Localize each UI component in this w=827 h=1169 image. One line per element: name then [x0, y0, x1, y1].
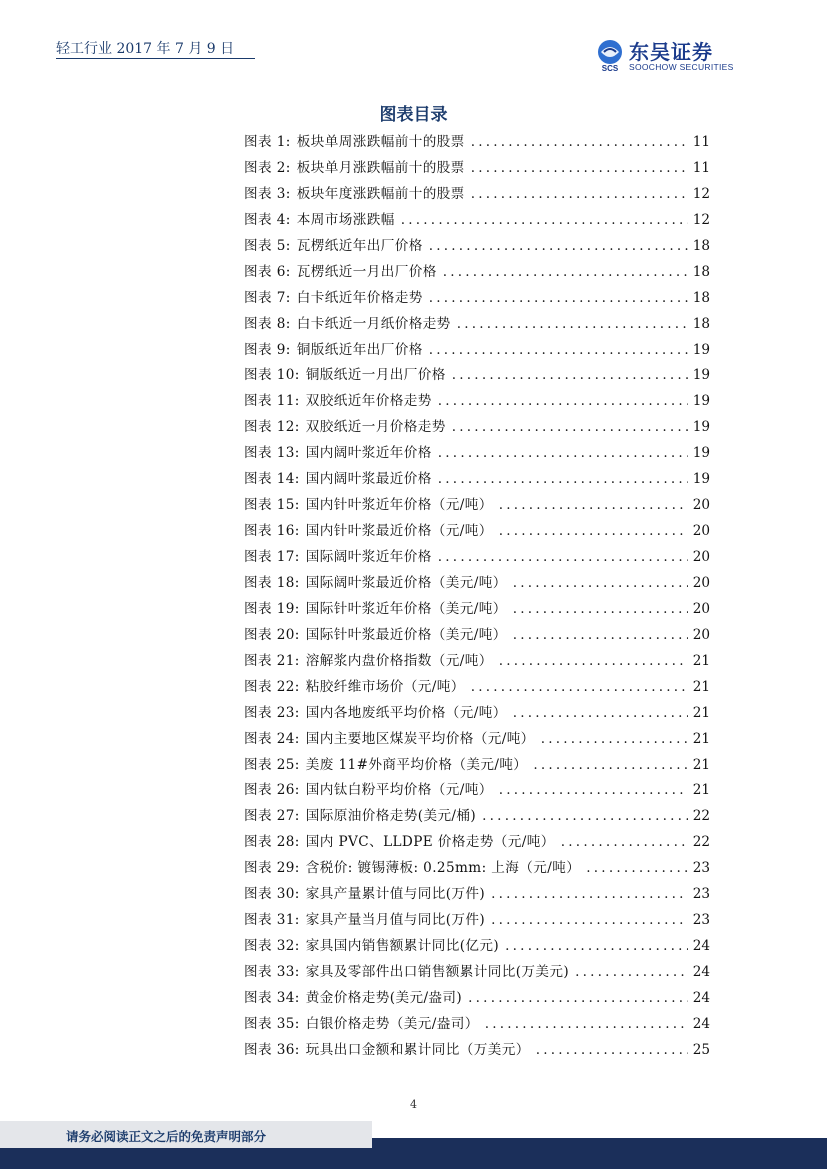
toc-entry-title: 瓦楞纸近一月出厂价格	[296, 263, 437, 280]
toc-entry-number: 图表 5:	[244, 237, 291, 254]
toc-entry-label	[244, 623, 507, 649]
toc-entry-page: 20	[692, 523, 710, 540]
toc-entry-page: 18	[692, 315, 710, 332]
toc-entry-page: 12	[692, 211, 710, 228]
toc-entry-leader-dots	[471, 675, 688, 701]
toc-entry-number: 图表 8:	[244, 315, 291, 332]
header-underline	[56, 58, 255, 59]
toc-entry[interactable]	[244, 649, 710, 675]
toc-entry[interactable]	[244, 415, 710, 441]
footer-dark-band	[0, 1148, 827, 1169]
toc-entry-title: 国内针叶浆最近价格（元/吨）	[305, 523, 493, 540]
toc-entry-title: 铜版纸近年出厂价格	[296, 341, 423, 358]
toc-entry-leader-dots	[491, 882, 688, 908]
brand-logo	[593, 36, 773, 76]
toc-entry-page: 12	[692, 185, 710, 202]
toc-entry[interactable]	[244, 338, 710, 364]
toc-entry-page: 20	[692, 497, 710, 514]
toc-entry-label	[244, 597, 507, 623]
toc-entry-page: 19	[692, 419, 710, 436]
toc-entry-number: 图表 13:	[244, 445, 300, 462]
toc-entry-title: 家具产量累计值与同比(万件)	[305, 886, 486, 903]
toc-entry-title: 黄金价格走势(美元/盎司)	[305, 989, 463, 1006]
toc-entry[interactable]	[244, 597, 710, 623]
toc-entry-label	[244, 182, 465, 208]
toc-title: 图表目录	[379, 105, 448, 125]
toc-entry[interactable]	[244, 234, 710, 260]
toc-entry-number: 图表 29:	[244, 860, 300, 877]
toc-entry-label	[244, 363, 446, 389]
toc-entry-leader-dots	[457, 312, 688, 338]
toc-entry-title: 家具国内销售额累计同比(亿元)	[305, 938, 500, 955]
toc-entry-title: 白银价格走势（美元/盎司）	[305, 1015, 479, 1032]
logo-mark-icon	[593, 38, 627, 72]
toc-entry[interactable]	[244, 908, 710, 934]
toc-entry-page: 19	[692, 393, 710, 410]
toc-entry-leader-dots	[438, 441, 688, 467]
toc-entry[interactable]	[244, 467, 710, 493]
toc-entry-number: 图表 28:	[244, 834, 300, 851]
toc-entry-number: 图表 36:	[244, 1041, 300, 1058]
toc-entry-label	[244, 234, 423, 260]
toc-entry-leader-dots	[452, 415, 688, 441]
toc-entry-leader-dots	[575, 960, 688, 986]
toc-entry-page: 23	[692, 860, 710, 877]
toc-entry-number: 图表 21:	[244, 652, 300, 669]
toc-entry-label	[244, 286, 423, 312]
toc-entry-title: 国际阔叶浆近年价格	[305, 549, 432, 565]
toc-entry-leader-dots	[401, 208, 688, 234]
toc-entry-number: 图表 32:	[244, 938, 300, 955]
toc-entry-leader-dots	[438, 467, 688, 493]
footer-dark-band-upper	[372, 1138, 827, 1148]
toc-entry-number: 图表 25:	[244, 756, 300, 773]
toc-entry-leader-dots	[471, 130, 688, 156]
toc-entry-leader-dots	[561, 830, 688, 856]
toc-entry-label	[244, 753, 527, 779]
toc-entry-page: 23	[692, 912, 710, 929]
toc-entry-title: 玩具出口金额和累计同比（万美元）	[305, 1041, 530, 1058]
toc-entry[interactable]	[244, 519, 710, 545]
toc-entry-page: 19	[692, 445, 710, 462]
toc-entry-label	[244, 130, 465, 156]
toc-entry[interactable]	[244, 545, 710, 571]
toc-entry-page: 21	[692, 730, 710, 747]
toc-entry-number: 图表 10:	[244, 367, 300, 384]
toc-entry-leader-dots	[536, 1038, 688, 1064]
toc-entry-number: 图表 20:	[244, 626, 300, 643]
toc-entry-number: 图表 9:	[244, 341, 291, 358]
toc-entry-number: 图表 7:	[244, 289, 291, 306]
toc-entry-page: 21	[692, 782, 710, 799]
toc-entry-leader-dots	[429, 234, 688, 260]
toc-entry-label	[244, 701, 507, 727]
toc-entry-page: 20	[692, 574, 710, 591]
toc-entry-leader-dots	[438, 389, 688, 415]
toc-entry-label	[244, 830, 555, 856]
toc-entry-title: 国内各地废纸平均价格（元/吨）	[305, 704, 507, 721]
toc-entry-page: 21	[692, 704, 710, 721]
toc-entry-number: 图表 19:	[244, 600, 300, 617]
toc-entry-title: 瓦楞纸近年出厂价格	[296, 237, 423, 254]
toc-entry-label	[244, 208, 395, 234]
toc-entry-number: 图表 14:	[244, 471, 300, 488]
logo-english-name: SOOCHOW SECURITIES	[629, 62, 734, 72]
toc-entry[interactable]	[244, 312, 710, 338]
toc-entry-label	[244, 571, 507, 597]
toc-entry[interactable]	[244, 1012, 710, 1038]
toc-entry-page: 24	[692, 964, 710, 980]
toc-entry-title: 国际原油价格走势(美元/桶)	[305, 808, 477, 825]
toc-entry-leader-dots	[499, 493, 688, 519]
toc-entry-label	[244, 1012, 479, 1038]
toc-entry-label	[244, 519, 493, 545]
toc-entry-page: 25	[692, 1041, 710, 1058]
toc-entry-number: 图表 27:	[244, 808, 300, 825]
toc-entry-title: 本周市场涨跌幅	[296, 211, 395, 228]
toc-list	[244, 130, 710, 1064]
toc-entry[interactable]	[244, 804, 710, 830]
toc-entry-title: 白卡纸近年价格走势	[296, 289, 423, 306]
toc-entry-title: 国际针叶浆最近价格（美元/吨）	[305, 626, 507, 643]
toc-entry-page: 22	[692, 808, 710, 825]
toc-entry-leader-dots	[438, 545, 688, 571]
toc-entry-leader-dots	[513, 571, 688, 597]
toc-entry-label	[244, 493, 493, 519]
footer-band	[0, 1121, 827, 1169]
toc-entry[interactable]	[244, 960, 710, 986]
toc-entry-number: 图表 11:	[244, 393, 300, 410]
toc-entry-label	[244, 934, 499, 960]
toc-entry-title: 溶解浆内盘价格指数（元/吨）	[305, 652, 493, 669]
toc-entry[interactable]	[244, 753, 710, 779]
toc-entry-label	[244, 467, 432, 493]
toc-entry-page: 11	[692, 134, 710, 150]
toc-entry-label	[244, 986, 462, 1012]
toc-entry-label	[244, 312, 451, 338]
toc-entry-label	[244, 882, 485, 908]
toc-entry-title: 国内阔叶浆最近价格	[305, 471, 432, 488]
toc-entry-leader-dots	[499, 778, 688, 804]
toc-entry-label	[244, 804, 476, 830]
toc-entry-title: 国内钛白粉平均价格（元/吨）	[305, 782, 493, 799]
toc-entry-title: 国际阔叶浆最近价格（美元/吨）	[305, 574, 507, 591]
toc-entry-page: 18	[692, 289, 710, 306]
toc-entry-page: 18	[692, 237, 710, 254]
toc-entry-number: 图表 4:	[244, 211, 291, 228]
toc-entry-number: 图表 30:	[244, 886, 300, 903]
toc-entry-label	[244, 675, 465, 701]
toc-entry-number: 图表 17:	[244, 549, 300, 565]
toc-entry[interactable]	[244, 882, 710, 908]
toc-entry-title: 国内 PVC、LLDPE 价格走势（元/吨）	[305, 834, 555, 851]
toc-entry-title: 含税价: 镀锡薄板: 0.25mm: 上海（元/吨）	[305, 860, 581, 877]
toc-entry-label	[244, 778, 493, 804]
toc-entry-leader-dots	[452, 363, 688, 389]
toc-entry-leader-dots	[485, 1012, 688, 1038]
toc-entry-label	[244, 960, 569, 986]
toc-entry[interactable]	[244, 493, 710, 519]
toc-entry[interactable]	[244, 727, 710, 753]
toc-entry-label	[244, 389, 432, 415]
toc-entry-page: 11	[692, 159, 710, 176]
toc-entry-page: 21	[692, 756, 710, 773]
toc-entry-label	[244, 1038, 530, 1064]
toc-entry-title: 双胶纸近年价格走势	[305, 393, 432, 410]
toc-entry[interactable]	[244, 830, 710, 856]
toc-entry-page: 21	[692, 652, 710, 669]
toc-entry-page: 19	[692, 341, 710, 358]
toc-entry-page: 24	[692, 938, 710, 955]
toc-entry-label	[244, 856, 580, 882]
toc-entry-title: 家具及零部件出口销售额累计同比(万美元)	[305, 964, 570, 980]
toc-entry-title: 家具产量当月值与同比(万件)	[305, 912, 486, 929]
toc-entry-page: 22	[692, 834, 710, 851]
toc-entry-number: 图表 31:	[244, 912, 300, 929]
toc-entry[interactable]	[244, 208, 710, 234]
toc-entry[interactable]	[244, 856, 710, 882]
toc-entry[interactable]	[244, 623, 710, 649]
toc-entry-leader-dots	[505, 934, 688, 960]
toc-entry-leader-dots	[586, 856, 688, 882]
toc-entry-label	[244, 545, 432, 571]
toc-entry-leader-dots	[482, 804, 688, 830]
toc-entry[interactable]	[244, 363, 710, 389]
toc-entry[interactable]	[244, 441, 710, 467]
toc-entry-label	[244, 649, 493, 675]
toc-entry-number: 图表 3:	[244, 185, 291, 202]
toc-entry-number: 图表 22:	[244, 678, 300, 695]
toc-entry-label	[244, 338, 423, 364]
toc-entry[interactable]	[244, 260, 710, 286]
toc-entry-page: 24	[692, 1015, 710, 1032]
toc-entry-number: 图表 2:	[244, 159, 291, 176]
toc-entry[interactable]	[244, 571, 710, 597]
toc-entry-page: 20	[692, 549, 710, 565]
toc-entry-title: 国内主要地区煤炭平均价格（元/吨）	[305, 730, 535, 747]
page-number: 4	[410, 1098, 417, 1111]
toc-entry-leader-dots	[499, 519, 688, 545]
toc-entry-number: 图表 33:	[244, 964, 300, 980]
footer-disclaimer: 请务必阅读正文之后的免责声明部分	[66, 1129, 267, 1144]
toc-entry-number: 图表 35:	[244, 1015, 300, 1032]
toc-entry-title: 双胶纸近一月价格走势	[305, 419, 446, 436]
toc-entry-leader-dots	[499, 649, 688, 675]
toc-entry-number: 图表 26:	[244, 782, 300, 799]
toc-entry-number: 图表 16:	[244, 523, 300, 540]
toc-entry-number: 图表 6:	[244, 263, 291, 280]
toc-entry-leader-dots	[429, 286, 688, 312]
toc-entry-page: 24	[692, 989, 710, 1006]
toc-entry-label	[244, 441, 432, 467]
toc-entry-number: 图表 24:	[244, 730, 300, 747]
toc-entry[interactable]	[244, 156, 710, 182]
toc-entry-page: 21	[692, 678, 710, 695]
toc-entry-title: 国内阔叶浆近年价格	[305, 445, 432, 462]
toc-entry[interactable]	[244, 934, 710, 960]
toc-entry-label	[244, 415, 446, 441]
toc-entry-label	[244, 727, 535, 753]
toc-entry-leader-dots	[533, 753, 688, 779]
toc-entry-leader-dots	[513, 597, 688, 623]
toc-entry-title: 板块单周涨跌幅前十的股票	[296, 134, 465, 150]
toc-entry-leader-dots	[471, 182, 688, 208]
toc-entry-number: 图表 12:	[244, 419, 300, 436]
toc-entry-title: 板块单月涨跌幅前十的股票	[296, 159, 465, 176]
toc-entry-leader-dots	[513, 623, 688, 649]
toc-entry-number: 图表 18:	[244, 574, 300, 591]
toc-entry-leader-dots	[443, 260, 688, 286]
toc-entry-title: 国际针叶浆近年价格（美元/吨）	[305, 600, 507, 617]
toc-entry-title: 美废 11#外商平均价格（美元/吨）	[305, 756, 528, 773]
toc-entry-page: 18	[692, 263, 710, 280]
toc-entry-page: 19	[692, 367, 710, 384]
toc-entry-title: 白卡纸近一月纸价格走势	[296, 315, 451, 332]
toc-entry-page: 23	[692, 886, 710, 903]
toc-entry-title: 国内针叶浆近年价格（元/吨）	[305, 497, 493, 514]
toc-entry-leader-dots	[471, 156, 688, 182]
toc-entry-number: 图表 34:	[244, 989, 300, 1006]
toc-entry[interactable]	[244, 130, 710, 156]
toc-entry[interactable]	[244, 675, 710, 701]
toc-entry-title: 粘胶纤维市场价（元/吨）	[305, 678, 465, 695]
toc-entry-leader-dots	[541, 727, 688, 753]
toc-entry[interactable]	[244, 182, 710, 208]
logo-mark-text: SCS	[601, 64, 619, 72]
toc-entry[interactable]	[244, 286, 710, 312]
toc-entry-leader-dots	[513, 701, 688, 727]
toc-entry-label	[244, 156, 465, 182]
toc-entry-leader-dots	[468, 986, 688, 1012]
toc-entry-number: 图表 1:	[244, 134, 291, 150]
toc-entry-number: 图表 15:	[244, 497, 300, 514]
toc-entry-title: 板块年度涨跌幅前十的股票	[296, 185, 465, 202]
toc-entry-page: 20	[692, 600, 710, 617]
toc-entry[interactable]	[244, 986, 710, 1012]
toc-entry-number: 图表 23:	[244, 704, 300, 721]
toc-entry-title: 铜版纸近一月出厂价格	[305, 367, 446, 384]
toc-entry[interactable]	[244, 778, 710, 804]
toc-entry[interactable]	[244, 1038, 710, 1064]
toc-entry-page: 19	[692, 471, 710, 488]
header-date-industry: 轻工行业 2017 年 7 月 9 日	[56, 41, 235, 57]
logo-chinese-name: 东吴证券	[629, 40, 713, 64]
toc-entry[interactable]	[244, 389, 710, 415]
toc-entry-label	[244, 908, 485, 934]
toc-entry-leader-dots	[491, 908, 688, 934]
toc-entry-page: 20	[692, 626, 710, 643]
toc-entry[interactable]	[244, 701, 710, 727]
toc-entry-leader-dots	[429, 338, 688, 364]
toc-entry-label	[244, 260, 437, 286]
